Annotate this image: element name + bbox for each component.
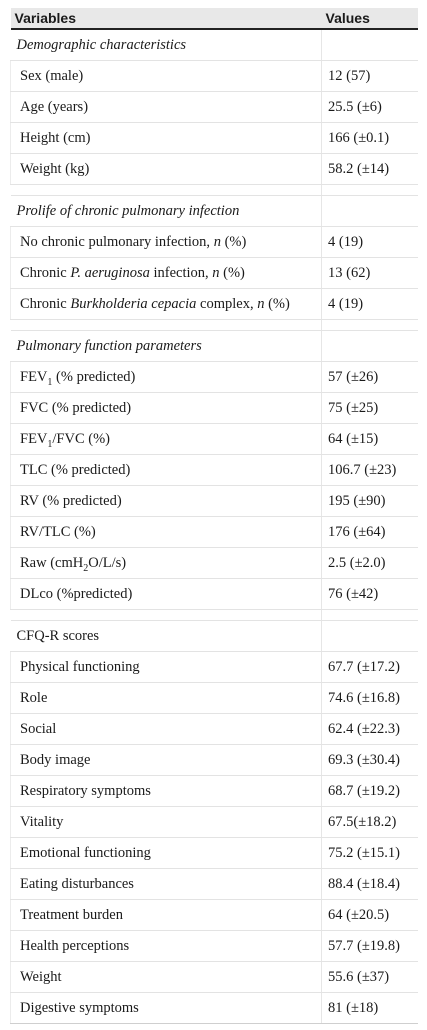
row-value: 64 (±15)	[322, 424, 418, 455]
table-row	[11, 517, 418, 548]
table-row	[11, 579, 418, 610]
row-label: Digestive symptoms	[11, 993, 322, 1024]
row-value: 13 (62)	[322, 258, 418, 289]
section-pulmonary	[11, 331, 418, 362]
row-label: Social	[11, 714, 322, 745]
row-value: 57 (±26)	[322, 362, 418, 393]
table-row	[11, 227, 418, 258]
table-row	[11, 393, 418, 424]
row-label: Role	[11, 683, 322, 714]
section-title: CFQ-R scores	[11, 621, 322, 652]
row-label: FVC (% predicted)	[11, 393, 322, 424]
table-row	[11, 993, 418, 1024]
section-spacer	[11, 185, 418, 196]
section-infection	[11, 196, 418, 227]
row-value: 58.2 (±14)	[322, 154, 418, 185]
row-label: Health perceptions	[11, 931, 322, 962]
table-row	[11, 258, 418, 289]
row-value: 68.7 (±19.2)	[322, 776, 418, 807]
row-value: 12 (57)	[322, 61, 418, 92]
table-row	[11, 714, 418, 745]
section-spacer	[11, 320, 418, 331]
row-value: 176 (±64)	[322, 517, 418, 548]
row-label: Raw (cmH$_2$O/L/s)	[11, 548, 322, 579]
row-value: 195 (±90)	[322, 486, 418, 517]
row-value: 76 (±42)	[322, 579, 418, 610]
row-label: Weight	[11, 962, 322, 993]
row-label: Vitality	[11, 807, 322, 838]
table-row	[11, 455, 418, 486]
table-row	[11, 683, 418, 714]
row-value: 74.6 (±16.8)	[322, 683, 418, 714]
row-value: 67.5(±18.2)	[322, 807, 418, 838]
row-value: 57.7 (±19.8)	[322, 931, 418, 962]
table-row	[11, 931, 418, 962]
row-label: Chronic P. aeruginosa infection, n (%)	[11, 258, 322, 289]
row-label: Sex (male)	[11, 61, 322, 92]
row-label: Treatment burden	[11, 900, 322, 931]
table-row	[11, 745, 418, 776]
row-label: RV/TLC (%)	[11, 517, 322, 548]
row-value: 75.2 (±15.1)	[322, 838, 418, 869]
table-row	[11, 807, 418, 838]
table-row	[11, 486, 418, 517]
row-value: 25.5 (±6)	[322, 92, 418, 123]
section-demographic	[11, 29, 418, 61]
section-title: Demographic characteristics	[11, 29, 322, 61]
table-row	[11, 289, 418, 320]
row-label: Age (years)	[11, 92, 322, 123]
table-row	[11, 652, 418, 683]
table-row	[11, 123, 418, 154]
row-label: RV (% predicted)	[11, 486, 322, 517]
row-label: Physical functioning	[11, 652, 322, 683]
table-row	[11, 154, 418, 185]
table-row	[11, 838, 418, 869]
row-value: 4 (19)	[322, 289, 418, 320]
row-value: 75 (±25)	[322, 393, 418, 424]
table-row	[11, 548, 418, 579]
row-label: Body image	[11, 745, 322, 776]
row-label: TLC (% predicted)	[11, 455, 322, 486]
table-row	[11, 92, 418, 123]
section-title: Prolife of chronic pulmonary infection	[11, 196, 322, 227]
row-value: 67.7 (±17.2)	[322, 652, 418, 683]
header-values: Values	[322, 8, 418, 29]
section-spacer	[11, 610, 418, 621]
row-label: Weight (kg)	[11, 154, 322, 185]
section-cfqr	[11, 621, 418, 652]
table-row	[11, 962, 418, 993]
row-value: 81 (±18)	[322, 993, 418, 1024]
section-title: Pulmonary function parameters	[11, 331, 322, 362]
row-label: $FEV_1$ (% predicted)	[11, 362, 322, 393]
row-value: 62.4 (±22.3)	[322, 714, 418, 745]
row-label: $FEV_1$/FVC (%)	[11, 424, 322, 455]
row-label: Chronic Burkholderia cepacia complex, n (%)	[11, 289, 322, 320]
row-label: Eating disturbances	[11, 869, 322, 900]
table-row	[11, 869, 418, 900]
row-value: 2.5 (±2.0)	[322, 548, 418, 579]
row-value: 64 (±20.5)	[322, 900, 418, 931]
row-label: Emotional functioning	[11, 838, 322, 869]
row-label: Respiratory symptoms	[11, 776, 322, 807]
row-value: 106.7 (±23)	[322, 455, 418, 486]
table-row	[11, 61, 418, 92]
table-row	[11, 900, 418, 931]
row-value: 88.4 (±18.4)	[322, 869, 418, 900]
characteristics-table	[10, 8, 418, 1024]
row-value: 55.6 (±37)	[322, 962, 418, 993]
table-header-row	[11, 8, 418, 29]
table-row	[11, 424, 418, 455]
row-label: Height (cm)	[11, 123, 322, 154]
row-label: DLco (%predicted)	[11, 579, 322, 610]
table-row	[11, 362, 418, 393]
row-label: No chronic pulmonary infection, n (%)	[11, 227, 322, 258]
row-value: 4 (19)	[322, 227, 418, 258]
row-value: 69.3 (±30.4)	[322, 745, 418, 776]
header-variables: Variables	[11, 8, 322, 29]
table-row	[11, 776, 418, 807]
row-value: 166 (±0.1)	[322, 123, 418, 154]
